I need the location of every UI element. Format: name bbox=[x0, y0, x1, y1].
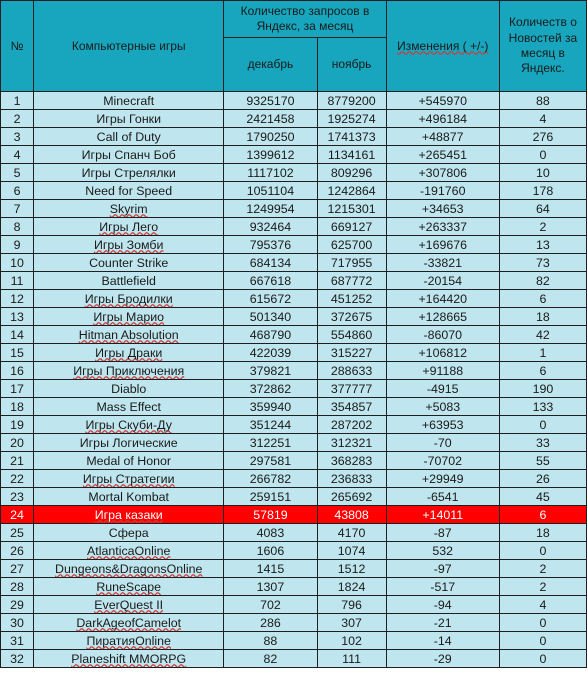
table-row bbox=[1, 344, 587, 362]
cell-news: 64 bbox=[499, 200, 586, 218]
cell-december: 932464 bbox=[224, 218, 317, 236]
cell-news: 0 bbox=[499, 416, 586, 434]
cell-december: 2421458 bbox=[224, 110, 317, 128]
cell-news: 82 bbox=[499, 272, 586, 290]
cell-game bbox=[34, 218, 224, 236]
cell-change: -21 bbox=[386, 614, 499, 632]
cell-game: Сфера bbox=[34, 524, 224, 542]
cell-change: -191760 bbox=[386, 182, 499, 200]
cell-number: 25 bbox=[1, 524, 34, 542]
cell-game bbox=[34, 200, 224, 218]
cell-change: -517 bbox=[386, 578, 499, 596]
cell-game bbox=[34, 632, 224, 650]
cell-change: +106812 bbox=[386, 344, 499, 362]
cell-game bbox=[34, 560, 224, 578]
cell-change: +545970 bbox=[386, 92, 499, 110]
cell-game: Игры Логические bbox=[34, 434, 224, 452]
cell-news: 1 bbox=[499, 344, 586, 362]
cell-number: 28 bbox=[1, 578, 34, 596]
cell-change: -20154 bbox=[386, 272, 499, 290]
cell-november: 1215301 bbox=[317, 200, 386, 218]
cell-number: 13 bbox=[1, 308, 34, 326]
cell-december: 1051104 bbox=[224, 182, 317, 200]
cell-news: 13 bbox=[499, 236, 586, 254]
game-name: RuneScape bbox=[96, 579, 162, 594]
table-row bbox=[1, 560, 587, 578]
cell-game bbox=[34, 416, 224, 434]
cell-change: -70 bbox=[386, 434, 499, 452]
cell-news: 0 bbox=[499, 614, 586, 632]
cell-change: -29 bbox=[386, 650, 499, 668]
cell-december: 379821 bbox=[224, 362, 317, 380]
cell-change: -14 bbox=[386, 632, 499, 650]
cell-number: 2 bbox=[1, 110, 34, 128]
cell-change: +128665 bbox=[386, 308, 499, 326]
cell-game bbox=[34, 344, 224, 362]
cell-november: 717955 bbox=[317, 254, 386, 272]
game-name: Игры Драки bbox=[95, 345, 163, 360]
cell-number: 30 bbox=[1, 614, 34, 632]
table-row bbox=[1, 452, 587, 470]
cell-game: Call of Duty bbox=[34, 128, 224, 146]
cell-change: -4915 bbox=[386, 380, 499, 398]
cell-december: 372862 bbox=[224, 380, 317, 398]
cell-november: 315227 bbox=[317, 344, 386, 362]
cell-december: 266782 bbox=[224, 470, 317, 488]
cell-december: 82 bbox=[224, 650, 317, 668]
cell-november: 1925274 bbox=[317, 110, 386, 128]
table-row bbox=[1, 362, 587, 380]
cell-game: Игры Спанч Боб bbox=[34, 146, 224, 164]
cell-december: 1790250 bbox=[224, 128, 317, 146]
cell-news: 6 bbox=[499, 506, 586, 524]
table-header bbox=[1, 1, 587, 92]
cell-number: 22 bbox=[1, 470, 34, 488]
cell-change: 532 bbox=[386, 542, 499, 560]
cell-change: +63953 bbox=[386, 416, 499, 434]
cell-change: -86070 bbox=[386, 326, 499, 344]
table-row bbox=[1, 236, 587, 254]
table-row bbox=[1, 164, 587, 182]
cell-november: 625700 bbox=[317, 236, 386, 254]
cell-news: 4 bbox=[499, 596, 586, 614]
table-row bbox=[1, 488, 587, 506]
cell-news: 4 bbox=[499, 110, 586, 128]
table-row bbox=[1, 146, 587, 164]
cell-november: 1074 bbox=[317, 542, 386, 560]
cell-game: Игры Стрелялки bbox=[34, 164, 224, 182]
game-name: Игры Скуби-Ду bbox=[85, 417, 172, 432]
cell-news: 73 bbox=[499, 254, 586, 272]
cell-november: 4170 bbox=[317, 524, 386, 542]
cell-number: 16 bbox=[1, 362, 34, 380]
table-row bbox=[1, 326, 587, 344]
cell-change: +265451 bbox=[386, 146, 499, 164]
cell-november: 354857 bbox=[317, 398, 386, 416]
cell-december: 501340 bbox=[224, 308, 317, 326]
cell-december: 351244 bbox=[224, 416, 317, 434]
cell-news: 6 bbox=[499, 290, 586, 308]
table-row bbox=[1, 578, 587, 596]
cell-news: 10 bbox=[499, 164, 586, 182]
cell-number: 17 bbox=[1, 380, 34, 398]
cell-november: 265692 bbox=[317, 488, 386, 506]
cell-december: 1249954 bbox=[224, 200, 317, 218]
cell-game bbox=[34, 542, 224, 560]
cell-game bbox=[34, 506, 224, 524]
cell-change: +164420 bbox=[386, 290, 499, 308]
cell-news: 18 bbox=[499, 524, 586, 542]
cell-news: 276 bbox=[499, 128, 586, 146]
header-december: декабрь bbox=[224, 38, 317, 92]
table-row bbox=[1, 92, 587, 110]
cell-november: 809296 bbox=[317, 164, 386, 182]
cell-december: 795376 bbox=[224, 236, 317, 254]
cell-number: 8 bbox=[1, 218, 34, 236]
table-row bbox=[1, 380, 587, 398]
table-row bbox=[1, 398, 587, 416]
cell-news: 133 bbox=[499, 398, 586, 416]
cell-game bbox=[34, 614, 224, 632]
cell-change: -87 bbox=[386, 524, 499, 542]
cell-december: 286 bbox=[224, 614, 317, 632]
cell-change: +307806 bbox=[386, 164, 499, 182]
table-row bbox=[1, 650, 587, 668]
cell-number: 11 bbox=[1, 272, 34, 290]
table-row bbox=[1, 110, 587, 128]
cell-change: -94 bbox=[386, 596, 499, 614]
cell-november: 451252 bbox=[317, 290, 386, 308]
cell-november: 307 bbox=[317, 614, 386, 632]
cell-number: 5 bbox=[1, 164, 34, 182]
cell-november: 288633 bbox=[317, 362, 386, 380]
cell-news: 6 bbox=[499, 362, 586, 380]
cell-november: 102 bbox=[317, 632, 386, 650]
cell-game bbox=[34, 578, 224, 596]
table-row bbox=[1, 506, 587, 524]
table-row bbox=[1, 632, 587, 650]
header-number: № bbox=[1, 1, 34, 92]
header-yandex-queries: Количество запросов в Яндекс, за месяц bbox=[224, 1, 386, 38]
cell-december: 468790 bbox=[224, 326, 317, 344]
cell-news: 26 bbox=[499, 470, 586, 488]
game-name: Skyrim bbox=[109, 201, 148, 216]
cell-november: 1824 bbox=[317, 578, 386, 596]
cell-news: 45 bbox=[499, 488, 586, 506]
cell-number: 18 bbox=[1, 398, 34, 416]
cell-number: 3 bbox=[1, 128, 34, 146]
cell-game bbox=[34, 308, 224, 326]
cell-game: Medal of Honor bbox=[34, 452, 224, 470]
cell-change: +29949 bbox=[386, 470, 499, 488]
cell-december: 615672 bbox=[224, 290, 317, 308]
cell-news: 0 bbox=[499, 542, 586, 560]
game-name: Игры Стратегии bbox=[82, 471, 175, 486]
cell-news: 88 bbox=[499, 92, 586, 110]
cell-news: 0 bbox=[499, 632, 586, 650]
cell-game: Battlefield bbox=[34, 272, 224, 290]
cell-news: 178 bbox=[499, 182, 586, 200]
cell-game: Mass Effect bbox=[34, 398, 224, 416]
cell-news: 2 bbox=[499, 578, 586, 596]
table-row bbox=[1, 614, 587, 632]
cell-game: Diablo bbox=[34, 380, 224, 398]
game-name: ПиратияOnline bbox=[86, 633, 171, 648]
table-row bbox=[1, 542, 587, 560]
cell-november: 372675 bbox=[317, 308, 386, 326]
table-row bbox=[1, 434, 587, 452]
table-row bbox=[1, 290, 587, 308]
cell-december: 297581 bbox=[224, 452, 317, 470]
cell-game bbox=[34, 650, 224, 668]
cell-number: 24 bbox=[1, 506, 34, 524]
cell-december: 1307 bbox=[224, 578, 317, 596]
cell-december: 57819 bbox=[224, 506, 317, 524]
table-row bbox=[1, 470, 587, 488]
cell-news: 0 bbox=[499, 650, 586, 668]
cell-number: 23 bbox=[1, 488, 34, 506]
cell-news: 55 bbox=[499, 452, 586, 470]
cell-number: 9 bbox=[1, 236, 34, 254]
cell-news: 42 bbox=[499, 326, 586, 344]
cell-news: 0 bbox=[499, 146, 586, 164]
game-name: Игры Марио bbox=[93, 309, 165, 324]
cell-december: 422039 bbox=[224, 344, 317, 362]
game-name: Planeshift MMORPG bbox=[71, 651, 187, 666]
table-row bbox=[1, 416, 587, 434]
game-name: Игры Зомби bbox=[93, 237, 164, 252]
cell-november: 1134161 bbox=[317, 146, 386, 164]
cell-change: -70702 bbox=[386, 452, 499, 470]
cell-number: 15 bbox=[1, 344, 34, 362]
cell-number: 21 bbox=[1, 452, 34, 470]
cell-number: 26 bbox=[1, 542, 34, 560]
cell-december: 1399612 bbox=[224, 146, 317, 164]
header-news: Количеств о Новостей за месяц в Яндекс. bbox=[499, 1, 586, 92]
cell-number: 32 bbox=[1, 650, 34, 668]
cell-december: 1415 bbox=[224, 560, 317, 578]
cell-change: +5083 bbox=[386, 398, 499, 416]
cell-change: +169676 bbox=[386, 236, 499, 254]
game-name: DarkAgeofCamelot bbox=[76, 615, 182, 630]
cell-news: 33 bbox=[499, 434, 586, 452]
cell-change: +496184 bbox=[386, 110, 499, 128]
cell-change: +34653 bbox=[386, 200, 499, 218]
cell-december: 9325170 bbox=[224, 92, 317, 110]
table-row bbox=[1, 182, 587, 200]
table-row bbox=[1, 128, 587, 146]
header-changes bbox=[386, 1, 499, 92]
table-body bbox=[1, 92, 587, 668]
game-name: Игры Приключения bbox=[73, 363, 185, 378]
cell-change: +14011 bbox=[386, 506, 499, 524]
cell-december: 88 bbox=[224, 632, 317, 650]
game-name: Dungeons&DragonsOnline bbox=[55, 561, 203, 576]
cell-december: 702 bbox=[224, 596, 317, 614]
cell-november: 287202 bbox=[317, 416, 386, 434]
table-row bbox=[1, 308, 587, 326]
table-row bbox=[1, 524, 587, 542]
cell-game: Mortal Kombat bbox=[34, 488, 224, 506]
cell-change: -33821 bbox=[386, 254, 499, 272]
cell-november: 1512 bbox=[317, 560, 386, 578]
cell-number: 6 bbox=[1, 182, 34, 200]
cell-number: 1 bbox=[1, 92, 34, 110]
cell-december: 4083 bbox=[224, 524, 317, 542]
cell-december: 359940 bbox=[224, 398, 317, 416]
cell-november: 687772 bbox=[317, 272, 386, 290]
cell-change: +48877 bbox=[386, 128, 499, 146]
cell-change: -97 bbox=[386, 560, 499, 578]
cell-news: 18 bbox=[499, 308, 586, 326]
cell-game bbox=[34, 470, 224, 488]
cell-november: 377777 bbox=[317, 380, 386, 398]
game-name: EverQuest II bbox=[94, 597, 164, 612]
cell-number: 19 bbox=[1, 416, 34, 434]
cell-november: 1242864 bbox=[317, 182, 386, 200]
cell-december: 312251 bbox=[224, 434, 317, 452]
cell-number: 27 bbox=[1, 560, 34, 578]
cell-game bbox=[34, 326, 224, 344]
cell-november: 554860 bbox=[317, 326, 386, 344]
cell-change: -6541 bbox=[386, 488, 499, 506]
header-changes-label: Изменения ( +/-) bbox=[397, 38, 489, 53]
cell-game: Need for Speed bbox=[34, 182, 224, 200]
cell-game bbox=[34, 596, 224, 614]
cell-november: 111 bbox=[317, 650, 386, 668]
cell-game bbox=[34, 290, 224, 308]
cell-news: 2 bbox=[499, 218, 586, 236]
table-row bbox=[1, 254, 587, 272]
game-name: Игры Бродилки bbox=[84, 291, 173, 306]
cell-november: 43808 bbox=[317, 506, 386, 524]
cell-news: 190 bbox=[499, 380, 586, 398]
cell-change: +263337 bbox=[386, 218, 499, 236]
cell-news: 2 bbox=[499, 560, 586, 578]
cell-game bbox=[34, 362, 224, 380]
cell-december: 1117102 bbox=[224, 164, 317, 182]
game-name: Hitman Absolution bbox=[78, 327, 179, 342]
cell-number: 12 bbox=[1, 290, 34, 308]
cell-number: 7 bbox=[1, 200, 34, 218]
cell-november: 368283 bbox=[317, 452, 386, 470]
cell-december: 667618 bbox=[224, 272, 317, 290]
table-row bbox=[1, 272, 587, 290]
cell-november: 669127 bbox=[317, 218, 386, 236]
cell-december: 684134 bbox=[224, 254, 317, 272]
cell-number: 14 bbox=[1, 326, 34, 344]
cell-number: 10 bbox=[1, 254, 34, 272]
cell-game bbox=[34, 236, 224, 254]
cell-number: 31 bbox=[1, 632, 34, 650]
cell-game: Minecraft bbox=[34, 92, 224, 110]
table-row bbox=[1, 596, 587, 614]
game-name: Игра казаки bbox=[94, 507, 163, 522]
cell-number: 29 bbox=[1, 596, 34, 614]
cell-november: 796 bbox=[317, 596, 386, 614]
game-name: AtlanticaOnline bbox=[87, 543, 171, 558]
cell-november: 8779200 bbox=[317, 92, 386, 110]
cell-game: Counter Strike bbox=[34, 254, 224, 272]
cell-number: 4 bbox=[1, 146, 34, 164]
cell-number: 20 bbox=[1, 434, 34, 452]
cell-november: 236833 bbox=[317, 470, 386, 488]
cell-game: Игры Гонки bbox=[34, 110, 224, 128]
game-name: Игры Лего bbox=[99, 219, 159, 234]
cell-december: 259151 bbox=[224, 488, 317, 506]
table-row bbox=[1, 218, 587, 236]
cell-november: 1741373 bbox=[317, 128, 386, 146]
table-row bbox=[1, 200, 587, 218]
header-november: ноябрь bbox=[317, 38, 386, 92]
cell-november: 312321 bbox=[317, 434, 386, 452]
cell-december: 1606 bbox=[224, 542, 317, 560]
header-games: Компьютерные игры bbox=[34, 1, 224, 92]
cell-change: +91188 bbox=[386, 362, 499, 380]
